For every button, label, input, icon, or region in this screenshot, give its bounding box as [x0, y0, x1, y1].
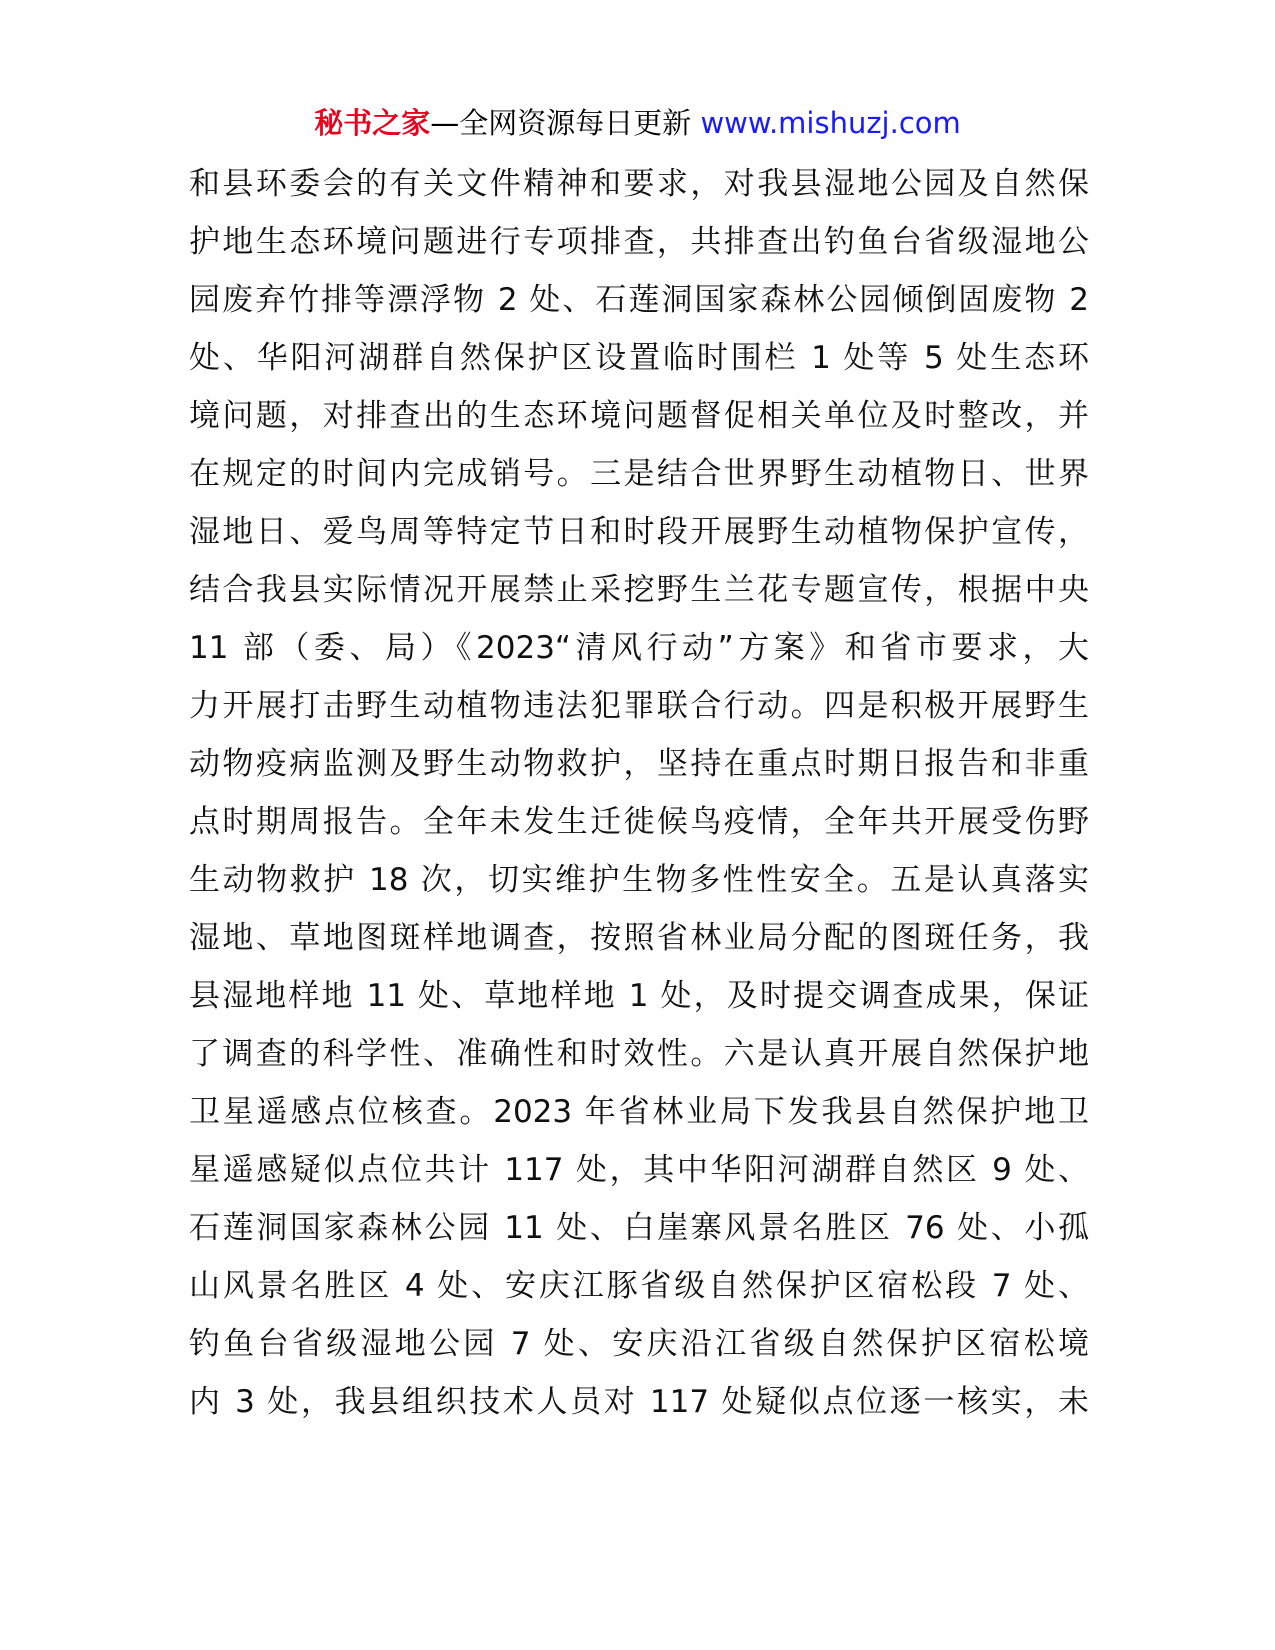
body-line: 动物疫病监测及野生动物救护，坚持在重点时期日报告和非重	[189, 746, 1089, 782]
body-line: 力开展打击野生动植物违法犯罪联合行动。四是积极开展野生	[189, 688, 1089, 724]
header-brand: 秘书之家	[314, 106, 431, 140]
body-line: 生动物救护 18 次，切实维护生物多性性安全。五是认真落实	[189, 862, 1089, 898]
body-line: 境问题，对排查出的生态环境问题督促相关单位及时整改，并	[189, 398, 1089, 434]
body-line: 山风景名胜区 4 处、安庆江豚省级自然保护区宿松段 7 处、	[189, 1268, 1089, 1304]
body-line: 湿地、草地图斑样地调查，按照省林业局分配的图斑任务，我	[189, 920, 1089, 956]
body-line: 点时期周报告。全年未发生迁徙候鸟疫情，全年共开展受伤野	[189, 804, 1089, 840]
body-line: 卫星遥感点位核查。2023 年省林业局下发我县自然保护地卫	[189, 1094, 1089, 1130]
body-line: 内 3 处，我县组织技术人员对 117 处疑似点位逐一核实，未	[189, 1384, 1089, 1420]
body-line: 钓鱼台省级湿地公园 7 处、安庆沿江省级自然保护区宿松境	[189, 1326, 1089, 1362]
body-line: 结合我县实际情况开展禁止采挖野生兰花专题宣传，根据中央	[189, 572, 1089, 608]
body-line: 石莲洞国家森林公园 11 处、白崖寨风景名胜区 76 处、小孤	[189, 1210, 1089, 1246]
header-url-link[interactable]: www.mishuzj.com	[700, 106, 961, 140]
body-line: 在规定的时间内完成销号。三是结合世界野生动植物日、世界	[189, 456, 1089, 492]
header-tagline: —全网资源每日更新	[430, 106, 701, 140]
body-line: 湿地日、爱鸟周等特定节日和时段开展野生动植物保护宣传，	[189, 514, 1089, 550]
document-body	[189, 155, 1089, 1431]
body-line: 11 部（委、局）《2023“清风行动”方案》和省市要求，大	[189, 630, 1089, 666]
body-line: 护地生态环境问题进行专项排查，共排查出钓鱼台省级湿地公	[189, 224, 1089, 260]
page-header	[0, 100, 1275, 146]
body-line: 园废弃竹排等漂浮物 2 处、石莲洞国家森林公园倾倒固废物 2	[189, 282, 1089, 318]
body-line: 星遥感疑似点位共计 117 处，其中华阳河湖群自然区 9 处、	[189, 1152, 1089, 1188]
body-line: 了调查的科学性、准确性和时效性。六是认真开展自然保护地	[189, 1036, 1089, 1072]
body-line: 处、华阳河湖群自然保护区设置临时围栏 1 处等 5 处生态环	[189, 340, 1089, 376]
body-line: 和县环委会的有关文件精神和要求，对我县湿地公园及自然保	[189, 166, 1089, 202]
body-line: 县湿地样地 11 处、草地样地 1 处，及时提交调查成果，保证	[189, 978, 1089, 1014]
